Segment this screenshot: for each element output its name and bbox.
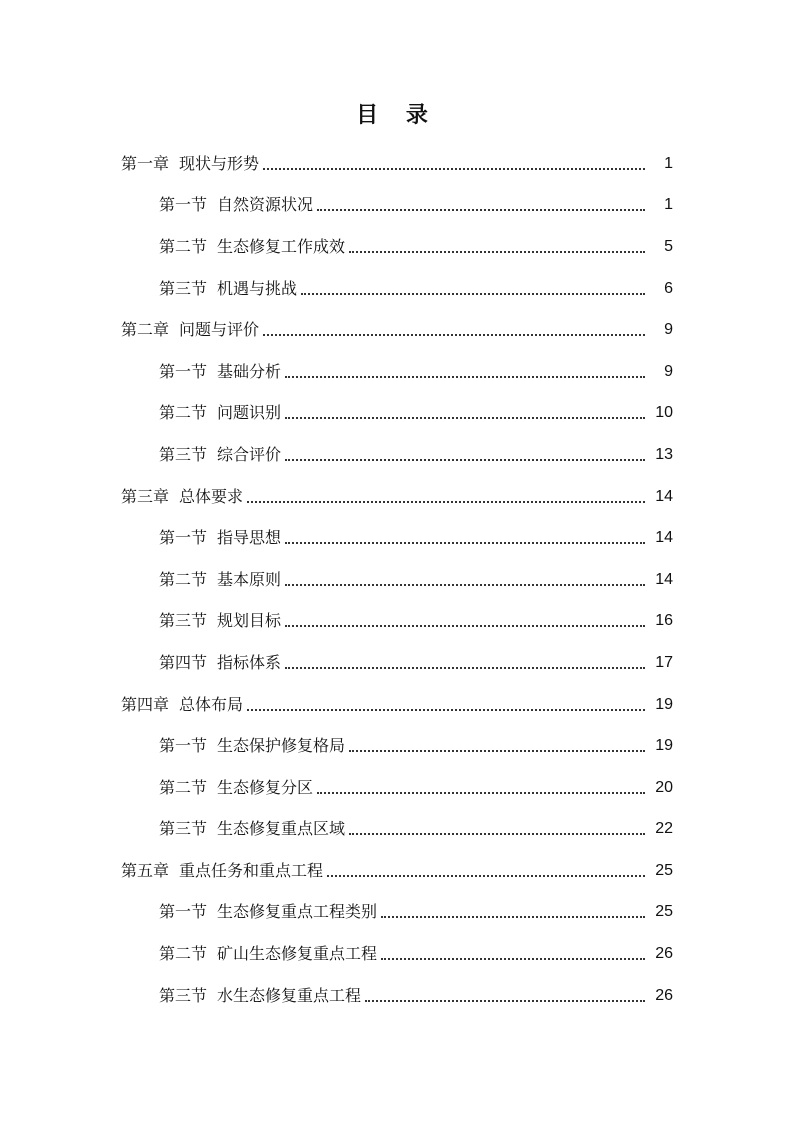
toc-page-number: 19 <box>655 695 673 713</box>
toc-entry-label <box>159 362 281 382</box>
toc-chapter-entry[interactable] <box>0 309 794 351</box>
toc-dot-leader <box>317 792 645 794</box>
toc-entry-number: 第二节 <box>159 236 208 256</box>
toc-entry-label <box>159 403 281 423</box>
toc-entry-label <box>159 653 281 673</box>
toc-entry-label <box>121 154 259 174</box>
toc-page-number: 10 <box>655 404 673 422</box>
toc-section-entry[interactable] <box>0 351 794 393</box>
toc-entry-number: 第四章 <box>121 694 170 714</box>
toc-entry-title: 重点任务和重点工程 <box>179 860 324 880</box>
toc-section-entry[interactable] <box>0 809 794 851</box>
toc-section-entry[interactable] <box>0 892 794 934</box>
toc-section-entry[interactable] <box>0 268 794 310</box>
toc-entry-number: 第一节 <box>159 195 208 215</box>
toc-entry-title: 生态修复工作成效 <box>217 236 346 256</box>
toc-entry-number: 第五章 <box>121 860 170 880</box>
toc-dot-leader <box>285 667 645 669</box>
toc-entry-number: 第二节 <box>159 944 208 964</box>
toc-entry-title: 生态修复重点工程类别 <box>217 902 378 922</box>
toc-page-number: 5 <box>664 237 673 255</box>
toc-dot-leader <box>349 833 645 835</box>
toc-section-entry[interactable] <box>0 975 794 1017</box>
toc-entry-title: 基础分析 <box>217 361 282 381</box>
toc-entry-label <box>159 819 345 839</box>
toc-entry-title: 问题与评价 <box>179 320 260 340</box>
toc-entry-title: 水生态修复重点工程 <box>217 985 362 1005</box>
toc-entry-number: 第三章 <box>121 486 170 506</box>
toc-page-number: 25 <box>655 903 673 921</box>
toc-entry-number: 第三节 <box>159 444 208 464</box>
toc-dot-leader <box>285 625 645 627</box>
toc-page-number: 20 <box>655 778 673 796</box>
toc-chapter-entry[interactable] <box>0 476 794 518</box>
toc-page-number: 9 <box>664 362 673 380</box>
toc-page-number: 14 <box>655 570 673 588</box>
toc-entry-title: 现状与形势 <box>179 153 260 173</box>
toc-entry-number: 第一节 <box>159 902 208 922</box>
toc-entry-label <box>121 487 243 507</box>
toc-section-entry[interactable] <box>0 226 794 268</box>
toc-entry-number: 第一节 <box>159 736 208 756</box>
toc-entry-number: 第二节 <box>159 569 208 589</box>
toc-entry-number: 第三节 <box>159 278 208 298</box>
toc-entry-label <box>121 861 323 881</box>
toc-entry-title: 自然资源状况 <box>217 195 314 215</box>
toc-entry-label <box>159 778 313 798</box>
toc-dot-leader <box>263 168 645 170</box>
toc-section-entry[interactable] <box>0 601 794 643</box>
toc-entry-number: 第三节 <box>159 819 208 839</box>
toc-entry-label <box>159 195 313 215</box>
toc-page-number: 17 <box>655 653 673 671</box>
toc-dot-leader <box>285 542 645 544</box>
toc-entry-label <box>159 570 281 590</box>
toc-entry-title: 综合评价 <box>217 444 282 464</box>
toc-page-number: 14 <box>655 529 673 547</box>
toc-dot-leader <box>349 251 645 253</box>
toc-section-entry[interactable] <box>0 559 794 601</box>
toc-list <box>0 143 794 1016</box>
toc-dot-leader <box>381 958 645 960</box>
toc-dot-leader <box>381 916 645 918</box>
toc-section-entry[interactable] <box>0 517 794 559</box>
toc-dot-leader <box>285 459 645 461</box>
toc-entry-label <box>121 320 259 340</box>
toc-entry-label <box>159 986 361 1006</box>
toc-entry-title: 问题识别 <box>217 403 282 423</box>
toc-section-entry[interactable] <box>0 725 794 767</box>
toc-page-number: 1 <box>664 196 673 214</box>
toc-entry-number: 第三节 <box>159 611 208 631</box>
toc-entry-number: 第一节 <box>159 361 208 381</box>
toc-entry-title: 指导思想 <box>217 528 282 548</box>
toc-entry-number: 第一章 <box>121 153 170 173</box>
toc-dot-leader <box>327 875 645 877</box>
toc-entry-label <box>121 695 243 715</box>
toc-dot-leader <box>317 209 645 211</box>
toc-page-number: 16 <box>655 612 673 630</box>
toc-entry-label <box>159 445 281 465</box>
toc-page-number: 14 <box>655 487 673 505</box>
toc-page-number: 22 <box>655 820 673 838</box>
toc-entry-title: 生态修复分区 <box>217 777 314 797</box>
toc-section-entry[interactable] <box>0 434 794 476</box>
toc-title: 目 录 <box>356 103 438 128</box>
toc-entry-label <box>159 528 281 548</box>
toc-entry-number: 第三节 <box>159 985 208 1005</box>
toc-dot-leader <box>365 1000 645 1002</box>
toc-entry-label <box>159 902 377 922</box>
toc-chapter-entry[interactable] <box>0 143 794 185</box>
toc-entry-title: 总体要求 <box>179 486 244 506</box>
toc-entry-number: 第二章 <box>121 320 170 340</box>
toc-page-number: 9 <box>664 321 673 339</box>
toc-section-entry[interactable] <box>0 767 794 809</box>
toc-dot-leader <box>285 417 645 419</box>
toc-entry-label <box>159 736 345 756</box>
toc-dot-leader <box>285 376 645 378</box>
toc-entry-label <box>159 611 281 631</box>
toc-section-entry[interactable] <box>0 185 794 227</box>
toc-page-number: 13 <box>655 445 673 463</box>
toc-page-number: 26 <box>655 945 673 963</box>
toc-entry-title: 矿山生态修复重点工程 <box>217 944 378 964</box>
toc-dot-leader <box>349 750 645 752</box>
toc-entry-title: 指标体系 <box>217 652 282 672</box>
toc-entry-title: 生态保护修复格局 <box>217 736 346 756</box>
toc-entry-title: 基本原则 <box>217 569 282 589</box>
toc-section-entry[interactable] <box>0 642 794 684</box>
toc-entry-number: 第四节 <box>159 652 208 672</box>
toc-page-number: 6 <box>664 279 673 297</box>
toc-entry-title: 总体布局 <box>179 694 244 714</box>
toc-page-number: 1 <box>664 154 673 172</box>
toc-entry-title: 规划目标 <box>217 611 282 631</box>
toc-entry-number: 第二节 <box>159 777 208 797</box>
toc-entry-label <box>159 237 345 257</box>
toc-dot-leader <box>285 584 645 586</box>
toc-chapter-entry[interactable] <box>0 850 794 892</box>
toc-entry-title: 生态修复重点区域 <box>217 819 346 839</box>
toc-entry-number: 第二节 <box>159 403 208 423</box>
toc-page-number: 26 <box>655 986 673 1004</box>
toc-entry-number: 第一节 <box>159 528 208 548</box>
toc-dot-leader <box>247 709 645 711</box>
toc-entry-label <box>159 279 297 299</box>
toc-section-entry[interactable] <box>0 933 794 975</box>
toc-dot-leader <box>263 334 645 336</box>
toc-dot-leader <box>247 501 645 503</box>
toc-page-number: 25 <box>655 861 673 879</box>
toc-entry-label <box>159 944 377 964</box>
toc-page-number: 19 <box>655 737 673 755</box>
toc-dot-leader <box>301 293 645 295</box>
toc-entry-title: 机遇与挑战 <box>217 278 298 298</box>
toc-chapter-entry[interactable] <box>0 684 794 726</box>
toc-section-entry[interactable] <box>0 393 794 435</box>
